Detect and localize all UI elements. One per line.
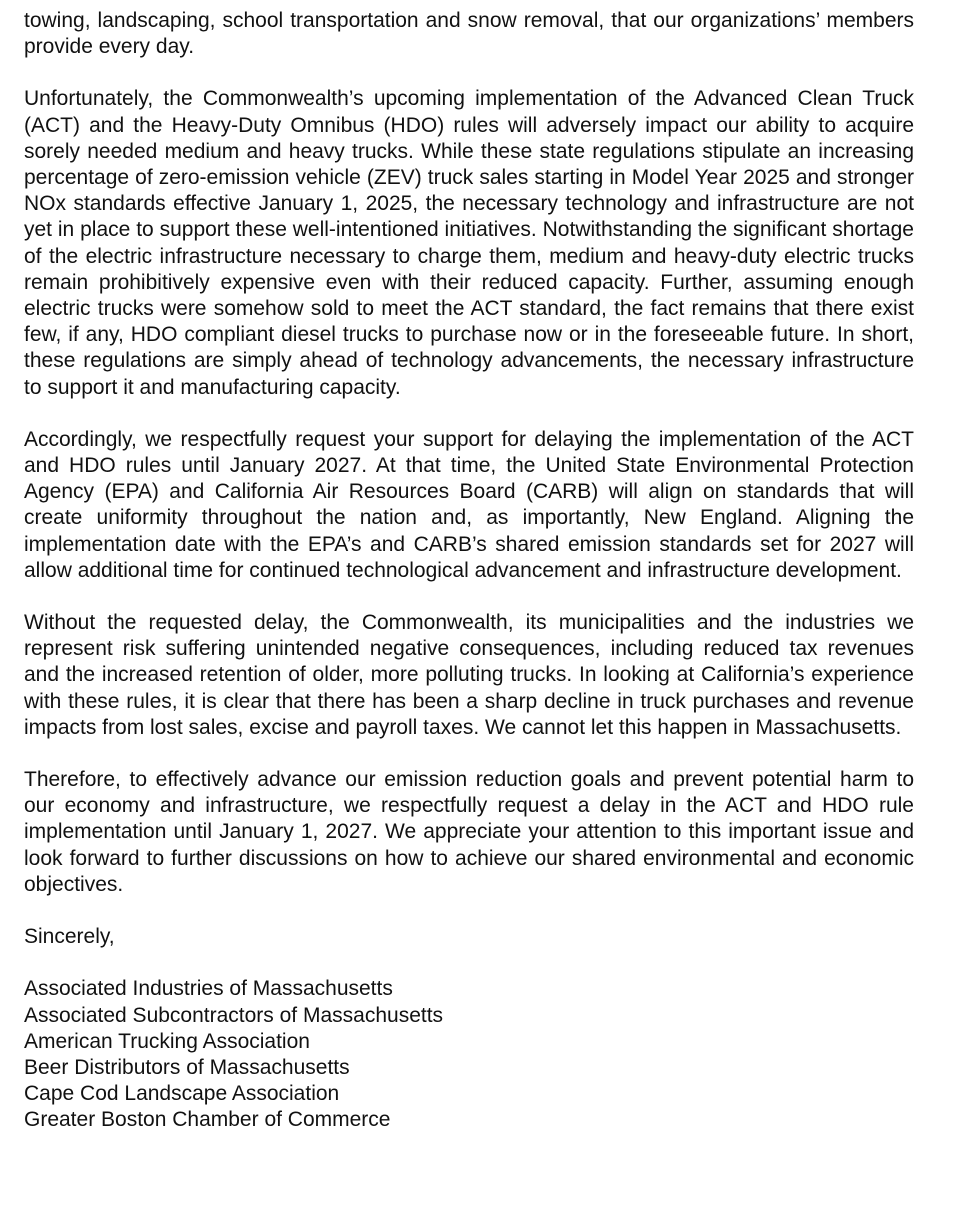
signatory-item: Cape Cod Landscape Association (24, 1082, 340, 1106)
paragraph-act-hdo-impact: Unfortunately, the Commonwealth’s upcoming implementation of the Advanced Clean Truck (ACT) and the Heavy-Duty Omnibus (HDO) rules will adversely impact our ability to acquire sorely needed medium and heavy trucks. While these state regulations stipulate an increasing percentage of zero-emission vehicle (ZEV) truck sales starting in Model Year 2025 and stronger NOx standards effective January 1, 2025, the necessary technology and infrastructure are not yet in place to support these well-intentioned initiatives. Notwithstanding the significant shortage of the electric infrastructure necessary to charge them, medium and heavy-duty electric trucks remain prohibitively expensive even with their reduced capacity. Further, assuming enough electric trucks were somehow sold to meet the ACT standard, the fact remains that there exist few, if any, HDO compliant diesel trucks to purchase now or in the foreseeable future. In short, these regulations are simply ahead of technology advancements, the necessary infrastructure to support it and manufacturing capacity. (24, 87, 914, 399)
paragraph-delay-request: Accordingly, we respectfully request your support for delaying the implementation of the ACT and HDO rules until January 2027. At that time, the United State Environmental Protection Agency (EPA) and California Air Resources Board (CARB) will align on standards that will create uniformity throughout the nation and, as importantly, New England. Aligning the implementation date with the EPA’s and CARB’s shared emission standards set for 2027 will allow additional time for continued technological advancement and infrastructure development. (24, 427, 914, 582)
signatory-item: Greater Boston Chamber of Commerce (24, 1108, 391, 1132)
signatory-item: Beer Distributors of Massachusetts (24, 1055, 350, 1079)
signatory-list (24, 976, 914, 1133)
letter-body (24, 8, 914, 1134)
signatory-item: American Trucking Association (24, 1029, 310, 1053)
paragraph-conclusion: Therefore, to effectively advance our emission reduction goals and prevent potential harm to our economy and infrastructure, we respectfully request a delay in the ACT and HDO rule implementation until January 1, 2027. We appreciate your attention to this important issue and look forward to further discussions on how to achieve our shared environmental and economic objectives. (24, 768, 914, 896)
paragraph-continuation: towing, landscaping, school transportation and snow removal, that our organizations’ members provide every day. (24, 9, 914, 59)
signatory-item: Associated Industries of Massachusetts (24, 977, 393, 1001)
paragraph-consequences: Without the requested delay, the Commonwealth, its municipalities and the industries we represent risk suffering unintended negative consequences, including reduced tax revenues and the increased retention of older, more polluting trucks. In looking at California’s experience with these rules, it is clear that there has been a sharp decline in truck purchases and revenue impacts from lost sales, excise and payroll taxes. We cannot let this happen in Massachusetts. (24, 611, 914, 739)
signatory-item: Associated Subcontractors of Massachusetts (24, 1003, 444, 1027)
closing-salutation: Sincerely, (24, 925, 115, 949)
